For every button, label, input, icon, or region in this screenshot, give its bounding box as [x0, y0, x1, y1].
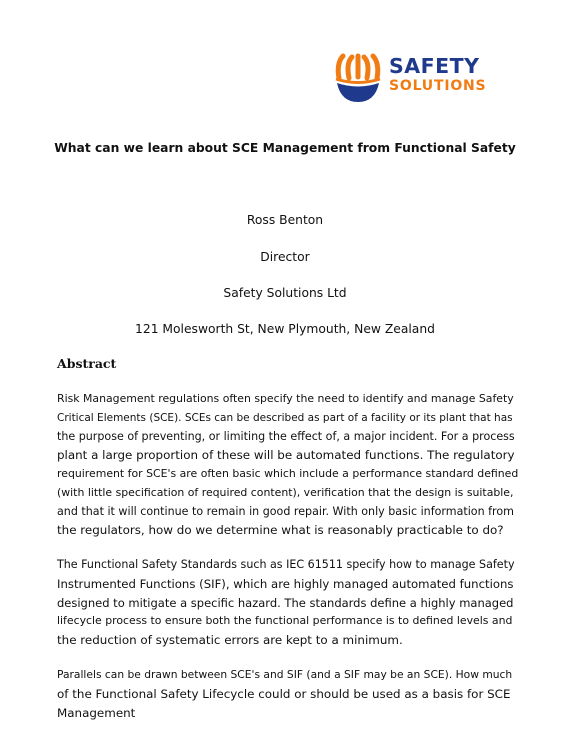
paragraph-line: The Functional Safety Standards such as IEC 61511 specify how to manage Safety	[57, 558, 515, 571]
paragraph-line: Parallels can be drawn between SCE's and SIF (and a SIF may be an SCE). How much	[57, 668, 513, 681]
paragraph-line: (with little specification of required content), verification that the design is suitable,	[57, 485, 514, 499]
paragraph-line: Management	[57, 705, 136, 720]
company-logo	[333, 52, 508, 104]
abstract-paragraph-2	[57, 556, 519, 650]
paragraph-line: plant a large proportion of these will be automated functions. The regulatory	[57, 448, 515, 463]
safety-solutions-emblem-icon	[333, 52, 383, 104]
paragraph-line: the regulators, how do we determine what is reasonably practicable to do?	[57, 523, 504, 538]
logo-word-safety: SAFETY	[389, 54, 480, 78]
paragraph-line: requirement for SCE's are often basic which include a performance standard defined	[57, 467, 519, 480]
paragraph-line: the reduction of systematic errors are kept to a minimum.	[57, 633, 403, 647]
logo-word-solutions: SOLUTIONS	[389, 77, 487, 94]
paragraph-line: Instrumented Functions (SIF), which are highly managed automated functions	[57, 576, 514, 591]
author-address: 121 Molesworth St, New Plymouth, New Zealand	[135, 322, 435, 336]
abstract-heading: Abstract	[57, 356, 117, 371]
paragraph-line: designed to mitigate a specific hazard. The standards define a highly managed	[57, 595, 514, 610]
author-name: Ross Benton	[246, 213, 324, 227]
paragraph-line: and that it will continue to remain in good repair. With only basic information from	[57, 504, 514, 518]
author-organisation: Safety Solutions Ltd	[223, 286, 347, 300]
logo-wordmark	[389, 56, 486, 93]
paragraph-line: the purpose of preventing, or limiting the effect of, a major incident. For a process	[57, 429, 515, 443]
paragraph-line: of the Functional Safety Lifecycle could or should be used as a basis for SCE	[57, 686, 511, 701]
paragraph-line: Critical Elements (SCE). SCEs can be described as part of a facility or its plant that has	[57, 411, 513, 424]
abstract-paragraph-1	[57, 390, 519, 540]
document-title: What can we learn about SCE Management from Functional Safety	[54, 141, 516, 155]
author-role: Director	[260, 250, 310, 264]
abstract-paragraph-3	[57, 666, 519, 722]
paragraph-line: Risk Management regulations often specify the need to identify and manage Safety	[57, 392, 514, 405]
paragraph-line: lifecycle process to ensure both the functional performance is to defined levels and	[57, 614, 513, 628]
